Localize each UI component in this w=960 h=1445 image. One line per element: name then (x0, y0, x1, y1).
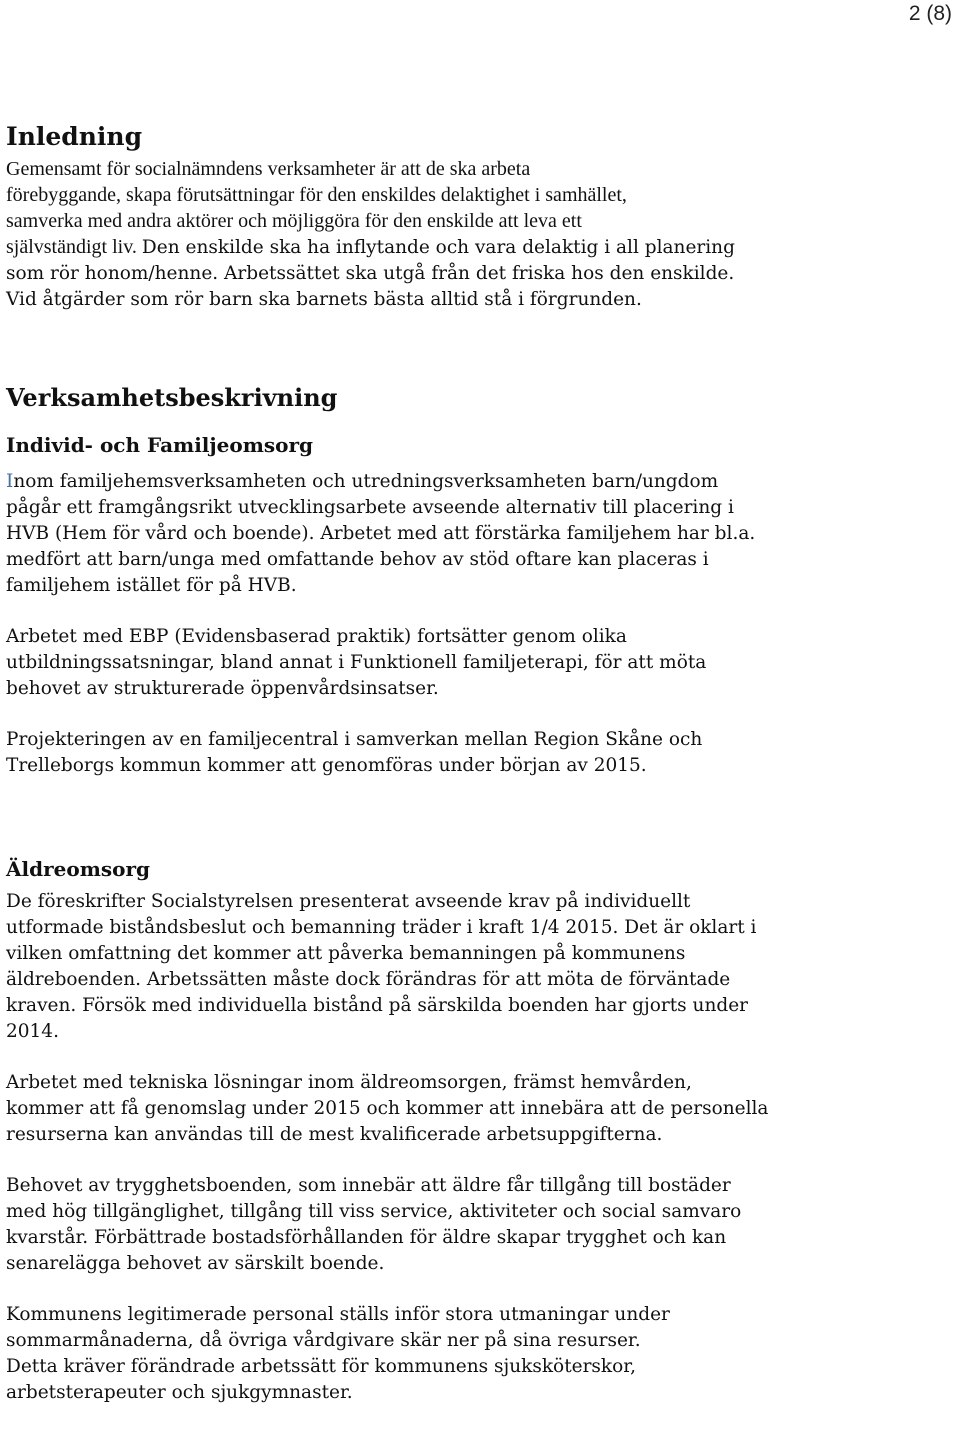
text-line: som rör honom/henne. Arbetssättet ska utgå från det friska hos den enskilde. (6, 263, 735, 284)
aldre-paragraph-4 (6, 1302, 936, 1406)
text-line: Trelleborgs kommun kommer att genomföras under början av 2015. (6, 755, 647, 776)
intro-paragraph (6, 156, 936, 261)
heading-inledning: Inledning (6, 122, 143, 151)
text-line: senarelägga behovet av särskilt boende. (6, 1253, 385, 1274)
text-line: De föreskrifter Socialstyrelsen presenterat avseende krav på individuellt (6, 891, 691, 912)
text-line: Detta kräver förändrade arbetssätt för kommunens sjuksköterskor, (6, 1356, 636, 1377)
aldre-paragraph-3 (6, 1173, 936, 1277)
text-line: Gemensamt för socialnämndens verksamheter är att de ska arbeta (6, 158, 531, 180)
text-line: Vid åtgärder som rör barn ska barnets bästa alltid stå i förgrunden. (6, 289, 642, 310)
text-line: utbildningssatsningar, bland annat i Funktionell familjeterapi, för att möta (6, 652, 707, 673)
text-line: samverka med andra aktörer och möjliggöra för den enskilde att leva ett (6, 210, 582, 232)
text-line: vilken omfattning det kommer att påverka bemanningen på kommunens (6, 943, 686, 964)
text-line: kraven. Försök med individuella bistånd på särskilda boenden har gjorts under (6, 995, 749, 1016)
heading-aldreomsorg: Äldreomsorg (6, 857, 150, 881)
text-line: familjehem istället för på HVB. (6, 575, 297, 596)
text-line: arbetsterapeuter och sjukgymnaster. (6, 1382, 353, 1403)
text-line: behovet av strukturerade öppenvårdsinsatser. (6, 678, 439, 699)
page-number: 2 (8) (908, 2, 952, 25)
aldre-paragraph-2 (6, 1070, 936, 1148)
text-line: förebyggande, skapa förutsättningar för den enskildes delaktighet i samhället, (6, 184, 627, 206)
aldre-paragraph-1 (6, 889, 936, 1045)
document-body (6, 120, 936, 1406)
text-line (6, 469, 936, 495)
text-line: utformade biståndsbeslut och bemanning träder i kraft 1/4 2015. Det är oklart i (6, 917, 757, 938)
initial-letter: I (6, 471, 14, 492)
ifo-paragraph-3 (6, 727, 936, 779)
text-line: medfört att barn/unga med omfattande behov av stöd oftare kan placeras i (6, 549, 709, 570)
text-line: resurserna kan användas till de mest kvalificerade arbetsuppgifterna. (6, 1124, 663, 1145)
text-run: Den enskilde ska ha inflytande och vara delaktig i all planering (141, 237, 735, 258)
text-run: nom familjehemsverksamheten och utredningsverksamheten barn/ungdom (13, 471, 719, 492)
text-line: sommarmånaderna, då övriga vårdgivare skär ner på sina resurser. (6, 1330, 641, 1351)
text-line: Kommunens legitimerade personal ställs inför stora utmaningar under (6, 1304, 670, 1325)
text-line: Behovet av trygghetsboenden, som innebär att äldre får tillgång till bostäder (6, 1175, 731, 1196)
text-line: Arbetet med tekniska lösningar inom äldreomsorgen, främst hemvården, (6, 1072, 692, 1093)
text-line: Arbetet med EBP (Evidensbaserad praktik) fortsätter genom olika (6, 626, 627, 647)
text-line: med hög tillgänglighet, tillgång till viss service, aktiviteter och social samvaro (6, 1201, 742, 1222)
text-run: självständigt liv. (6, 236, 137, 258)
text-line: kvarstår. Förbättrade bostadsförhållanden för äldre skapar trygghet och kan (6, 1227, 727, 1248)
text-line-mixed (6, 234, 936, 261)
text-line: 2014. (6, 1021, 59, 1042)
heading-verksamhetsbeskrivning: Verksamhetsbeskrivning (6, 383, 338, 412)
ifo-paragraph-1 (6, 469, 936, 599)
text-line: kommer att få genomslag under 2015 och kommer att innebära att de personella (6, 1098, 769, 1119)
text-line: Projekteringen av en familjecentral i samverkan mellan Region Skåne och (6, 729, 703, 750)
ifo-paragraph-2 (6, 624, 936, 702)
heading-individ-familjeomsorg: Individ- och Familjeomsorg (6, 433, 313, 457)
intro-paragraph-cont (6, 261, 936, 313)
text-line: pågår ett framgångsrikt utvecklingsarbete avseende alternativ till placering i (6, 497, 734, 518)
text-line: HVB (Hem för vård och boende). Arbetet med att förstärka familjehem har bl.a. (6, 523, 756, 544)
text-line: äldreboenden. Arbetssätten måste dock förändras för att möta de förväntade (6, 969, 731, 990)
